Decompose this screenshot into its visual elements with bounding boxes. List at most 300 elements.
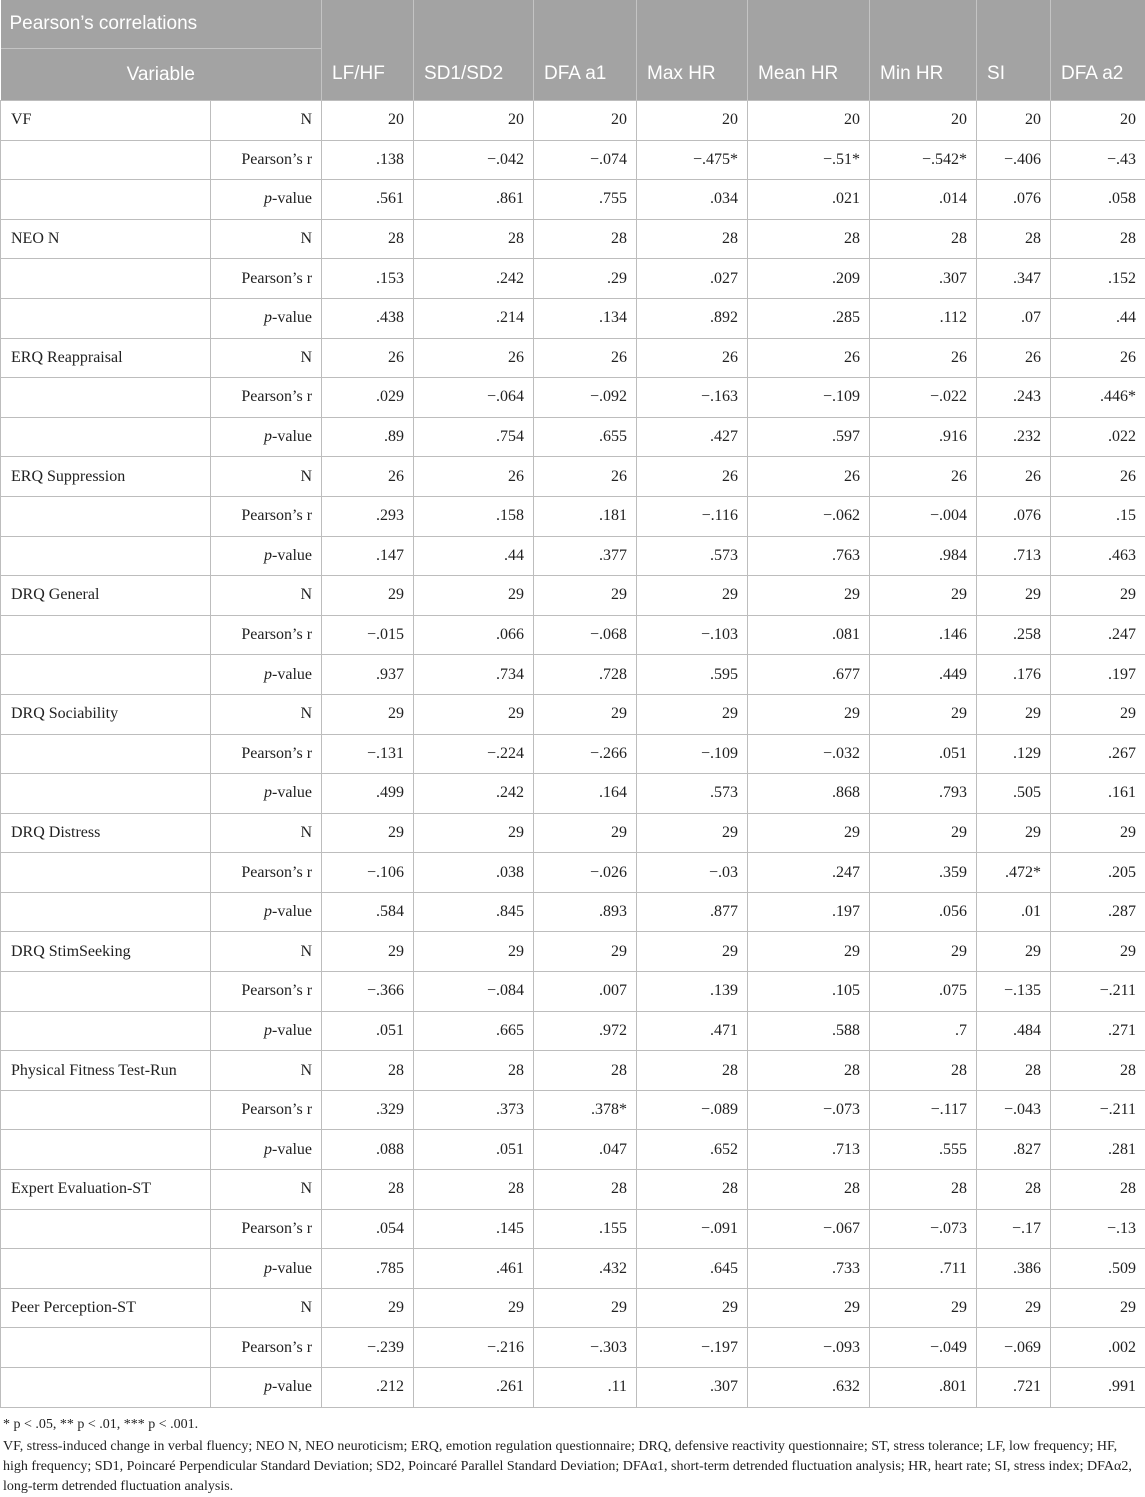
table-cell: .555 <box>870 1130 977 1170</box>
table-cell: .002 <box>1051 1328 1145 1368</box>
table-cell: 28 <box>1051 1170 1145 1210</box>
table-cell: .893 <box>534 892 637 932</box>
table-cell: 29 <box>977 576 1051 616</box>
table-cell: −.015 <box>322 615 414 655</box>
table-cell: .038 <box>414 853 534 893</box>
table-cell: 20 <box>534 101 637 141</box>
table-cell: .051 <box>870 734 977 774</box>
table-cell: .573 <box>637 774 748 814</box>
stat-label-p <box>211 1249 322 1289</box>
table-cell: 29 <box>1051 813 1145 853</box>
stat-label-p-suffix: -value <box>272 903 312 920</box>
table-cell: 28 <box>414 219 534 259</box>
table-cell: 26 <box>637 338 748 378</box>
stat-label-n: N <box>211 694 322 734</box>
table-cell: 26 <box>534 457 637 497</box>
table-cell: .801 <box>870 1368 977 1408</box>
table-row <box>1 774 1145 814</box>
variable-name-empty <box>1 892 211 932</box>
table-row <box>1 972 1145 1012</box>
variable-name-empty <box>1 259 211 299</box>
footnote-significance: * p < .05, ** p < .01, *** p < .001. <box>3 1415 1142 1435</box>
table-cell: 26 <box>977 338 1051 378</box>
table-cell: −.135 <box>977 972 1051 1012</box>
stat-label-p-suffix: -value <box>272 1141 312 1158</box>
table-cell: .07 <box>977 298 1051 338</box>
table-cell: −.13 <box>1051 1209 1145 1249</box>
variable-name-empty <box>1 417 211 457</box>
stat-label-n: N <box>211 813 322 853</box>
stat-label-n: N <box>211 457 322 497</box>
table-cell: 29 <box>748 576 870 616</box>
table-cell: 20 <box>748 101 870 141</box>
table-cell: 28 <box>534 219 637 259</box>
table-cell: 28 <box>322 1051 414 1091</box>
table-cell: −.03 <box>637 853 748 893</box>
table-cell: .112 <box>870 298 977 338</box>
table-cell: .051 <box>414 1130 534 1170</box>
table-cell: .197 <box>748 892 870 932</box>
table-cell: 29 <box>534 813 637 853</box>
stat-label-p-italic: p <box>264 190 272 207</box>
table-cell: .214 <box>414 298 534 338</box>
table-cell: .655 <box>534 417 637 457</box>
table-cell: 29 <box>534 694 637 734</box>
stat-label-p-italic: p <box>264 309 272 326</box>
table-cell: 28 <box>977 1051 1051 1091</box>
stat-label-p-suffix: -value <box>272 1022 312 1039</box>
table-cell: .209 <box>748 259 870 299</box>
column-header: DFA a1 <box>534 49 637 101</box>
stat-label-p <box>211 1368 322 1408</box>
table-cell: .242 <box>414 774 534 814</box>
table-cell: .158 <box>414 496 534 536</box>
table-cell: −.51* <box>748 140 870 180</box>
table-cell: −.004 <box>870 496 977 536</box>
table-cell: .11 <box>534 1368 637 1408</box>
table-row <box>1 734 1145 774</box>
table-cell: .892 <box>637 298 748 338</box>
stat-label-n: N <box>211 1051 322 1091</box>
table-cell: .733 <box>748 1249 870 1289</box>
table-cell: −.073 <box>870 1209 977 1249</box>
table-cell: 26 <box>414 338 534 378</box>
table-row <box>1 576 1145 616</box>
table-cell: −.106 <box>322 853 414 893</box>
column-header: DFA a2 <box>1051 49 1145 101</box>
table-cell: −.475* <box>637 140 748 180</box>
table-cell: 26 <box>1051 338 1145 378</box>
table-cell: .509 <box>1051 1249 1145 1289</box>
table-cell: 28 <box>414 1170 534 1210</box>
table-cell: 29 <box>977 932 1051 972</box>
table-cell: −.117 <box>870 1090 977 1130</box>
table-cell: −.542* <box>870 140 977 180</box>
table-cell: 26 <box>870 457 977 497</box>
table-row <box>1 813 1145 853</box>
table-cell: .075 <box>870 972 977 1012</box>
table-cell: .145 <box>414 1209 534 1249</box>
table-cell: .242 <box>414 259 534 299</box>
table-row <box>1 694 1145 734</box>
table-cell: 20 <box>1051 101 1145 141</box>
table-cell: .161 <box>1051 774 1145 814</box>
table-cell: 29 <box>322 813 414 853</box>
stat-label-p-italic: p <box>264 1260 272 1277</box>
table-cell: .763 <box>748 536 870 576</box>
variable-header: Variable <box>1 49 322 101</box>
variable-name-empty <box>1 298 211 338</box>
table-cell: 29 <box>870 932 977 972</box>
table-cell: .307 <box>870 259 977 299</box>
table-row <box>1 1011 1145 1051</box>
table-cell: −.089 <box>637 1090 748 1130</box>
table-row <box>1 496 1145 536</box>
table-cell: 28 <box>977 219 1051 259</box>
variable-name: NEO N <box>1 219 211 259</box>
table-cell: 28 <box>1051 1051 1145 1091</box>
table-cell: −.073 <box>748 1090 870 1130</box>
stat-label-r: Pearson’s r <box>211 378 322 418</box>
variable-name-empty <box>1 1130 211 1170</box>
variable-name-empty <box>1 774 211 814</box>
table-cell: 29 <box>748 932 870 972</box>
table-cell: −.067 <box>748 1209 870 1249</box>
stat-label-p-italic: p <box>264 1022 272 1039</box>
table-cell: 29 <box>1051 932 1145 972</box>
table-cell: 28 <box>748 1170 870 1210</box>
table-cell: −.17 <box>977 1209 1051 1249</box>
table-row <box>1 853 1145 893</box>
variable-name-empty <box>1 1090 211 1130</box>
table-cell: 28 <box>748 1051 870 1091</box>
table-cell: 29 <box>870 694 977 734</box>
stat-label-n: N <box>211 219 322 259</box>
table-cell: −.197 <box>637 1328 748 1368</box>
stat-label-r: Pearson’s r <box>211 496 322 536</box>
table-cell: 29 <box>748 1288 870 1328</box>
table-footnotes <box>0 1408 1145 1497</box>
variable-name-empty <box>1 536 211 576</box>
table-cell: .378* <box>534 1090 637 1130</box>
table-cell: −.163 <box>637 378 748 418</box>
table-row <box>1 1170 1145 1210</box>
table-cell: 28 <box>977 1170 1051 1210</box>
table-cell: .505 <box>977 774 1051 814</box>
table-cell: .785 <box>322 1249 414 1289</box>
column-header: Min HR <box>870 49 977 101</box>
table-cell: .44 <box>1051 298 1145 338</box>
table-row <box>1 338 1145 378</box>
table-cell: 28 <box>414 1051 534 1091</box>
variable-name: ERQ Reappraisal <box>1 338 211 378</box>
table-cell: .029 <box>322 378 414 418</box>
table-row <box>1 298 1145 338</box>
table-cell: .711 <box>870 1249 977 1289</box>
table-cell: −.216 <box>414 1328 534 1368</box>
table-cell: .054 <box>322 1209 414 1249</box>
table-row <box>1 1249 1145 1289</box>
stat-label-p <box>211 655 322 695</box>
table-row <box>1 180 1145 220</box>
table-cell: 29 <box>322 932 414 972</box>
table-cell: .285 <box>748 298 870 338</box>
table-cell: .164 <box>534 774 637 814</box>
table-cell: .205 <box>1051 853 1145 893</box>
table-cell: 28 <box>1051 219 1145 259</box>
table-row <box>1 140 1145 180</box>
table-cell: .677 <box>748 655 870 695</box>
stat-label-r: Pearson’s r <box>211 140 322 180</box>
table-cell: .051 <box>322 1011 414 1051</box>
stat-label-r: Pearson’s r <box>211 972 322 1012</box>
table-cell: .247 <box>748 853 870 893</box>
table-cell: .271 <box>1051 1011 1145 1051</box>
table-cell: .573 <box>637 536 748 576</box>
table-cell: .991 <box>1051 1368 1145 1408</box>
table-cell: −.303 <box>534 1328 637 1368</box>
table-cell: 26 <box>534 338 637 378</box>
table-cell: .29 <box>534 259 637 299</box>
stat-label-p-suffix: -value <box>272 666 312 683</box>
stat-label-p-suffix: -value <box>272 784 312 801</box>
table-cell: .461 <box>414 1249 534 1289</box>
table-cell: .267 <box>1051 734 1145 774</box>
table-cell: 29 <box>870 813 977 853</box>
table-cell: .153 <box>322 259 414 299</box>
table-cell: .463 <box>1051 536 1145 576</box>
table-cell: .665 <box>414 1011 534 1051</box>
table-row <box>1 1328 1145 1368</box>
table-cell: .438 <box>322 298 414 338</box>
stat-label-p <box>211 417 322 457</box>
table-cell: 20 <box>322 101 414 141</box>
table-cell: 29 <box>637 694 748 734</box>
table-cell: −.032 <box>748 734 870 774</box>
table-cell: .916 <box>870 417 977 457</box>
table-cell: −.406 <box>977 140 1051 180</box>
table-cell: 28 <box>322 1170 414 1210</box>
table-cell: −.084 <box>414 972 534 1012</box>
stat-label-p-italic: p <box>264 1378 272 1395</box>
stat-label-r: Pearson’s r <box>211 1328 322 1368</box>
table-cell: .972 <box>534 1011 637 1051</box>
table-cell: 28 <box>637 1051 748 1091</box>
variable-name-empty <box>1 615 211 655</box>
variable-name: DRQ Distress <box>1 813 211 853</box>
table-cell: −.042 <box>414 140 534 180</box>
table-cell: 29 <box>977 813 1051 853</box>
table-cell: .134 <box>534 298 637 338</box>
table-cell: 28 <box>870 1051 977 1091</box>
table-cell: .499 <box>322 774 414 814</box>
variable-name-empty <box>1 1249 211 1289</box>
stat-label-n: N <box>211 932 322 972</box>
table-cell: −.43 <box>1051 140 1145 180</box>
variable-name-empty <box>1 972 211 1012</box>
stat-label-p-suffix: -value <box>272 428 312 445</box>
column-header: LF/HF <box>322 49 414 101</box>
table-cell: 26 <box>1051 457 1145 497</box>
table-cell: 29 <box>414 1288 534 1328</box>
stat-label-n: N <box>211 1288 322 1328</box>
table-cell: .446* <box>1051 378 1145 418</box>
table-cell: .261 <box>414 1368 534 1408</box>
stat-label-p-italic: p <box>264 547 272 564</box>
table-cell: .89 <box>322 417 414 457</box>
table-cell: 28 <box>534 1051 637 1091</box>
table-cell: 29 <box>322 694 414 734</box>
table-cell: .652 <box>637 1130 748 1170</box>
table-cell: .984 <box>870 536 977 576</box>
table-cell: −.092 <box>534 378 637 418</box>
stat-label-r: Pearson’s r <box>211 853 322 893</box>
table-cell: −.224 <box>414 734 534 774</box>
stat-label-p-suffix: -value <box>272 547 312 564</box>
column-header: Mean HR <box>748 49 870 101</box>
table-row <box>1 615 1145 655</box>
table-cell: −.109 <box>637 734 748 774</box>
variable-name: ERQ Suppression <box>1 457 211 497</box>
table-cell: .754 <box>414 417 534 457</box>
table-cell: 29 <box>1051 1288 1145 1328</box>
table-cell: .728 <box>534 655 637 695</box>
variable-name-empty <box>1 180 211 220</box>
stat-label-r: Pearson’s r <box>211 615 322 655</box>
table-cell: 29 <box>1051 694 1145 734</box>
table-cell: .307 <box>637 1368 748 1408</box>
table-cell: 28 <box>637 219 748 259</box>
variable-name: Peer Perception-ST <box>1 1288 211 1328</box>
column-header: SI <box>977 49 1051 101</box>
table-cell: .721 <box>977 1368 1051 1408</box>
variable-name-empty <box>1 853 211 893</box>
table-cell: −.043 <box>977 1090 1051 1130</box>
table-cell: 29 <box>870 1288 977 1328</box>
table-cell: .022 <box>1051 417 1145 457</box>
table-cell: 28 <box>870 1170 977 1210</box>
stat-label-p <box>211 180 322 220</box>
stat-label-r: Pearson’s r <box>211 1209 322 1249</box>
stat-label-p-italic: p <box>264 903 272 920</box>
table-row <box>1 1130 1145 1170</box>
table-cell: .861 <box>414 180 534 220</box>
table-cell: 29 <box>637 576 748 616</box>
table-cell: .176 <box>977 655 1051 695</box>
table-cell: 26 <box>977 457 1051 497</box>
table-cell: .155 <box>534 1209 637 1249</box>
table-cell: −.211 <box>1051 972 1145 1012</box>
table-row <box>1 892 1145 932</box>
table-cell: −.074 <box>534 140 637 180</box>
table-cell: .147 <box>322 536 414 576</box>
table-cell: 26 <box>322 338 414 378</box>
variable-name-empty <box>1 140 211 180</box>
table-body <box>1 101 1145 1408</box>
table-cell: .561 <box>322 180 414 220</box>
table-cell: .597 <box>748 417 870 457</box>
stat-label-p-italic: p <box>264 666 272 683</box>
table-cell: −.049 <box>870 1328 977 1368</box>
table-cell: 29 <box>748 694 870 734</box>
table-cell: .373 <box>414 1090 534 1130</box>
variable-name-empty <box>1 1011 211 1051</box>
table-cell: .868 <box>748 774 870 814</box>
table-cell: 29 <box>870 576 977 616</box>
table-cell: .105 <box>748 972 870 1012</box>
column-header: Max HR <box>637 49 748 101</box>
table-cell: −.211 <box>1051 1090 1145 1130</box>
table-cell: .44 <box>414 536 534 576</box>
stat-label-n: N <box>211 101 322 141</box>
table-cell: 29 <box>637 932 748 972</box>
stat-label-n: N <box>211 338 322 378</box>
table-cell: .047 <box>534 1130 637 1170</box>
table-cell: .139 <box>637 972 748 1012</box>
table-row <box>1 1090 1145 1130</box>
table-cell: .014 <box>870 180 977 220</box>
table-cell: .076 <box>977 496 1051 536</box>
table-cell: .937 <box>322 655 414 695</box>
table-cell: −.131 <box>322 734 414 774</box>
stat-label-p <box>211 536 322 576</box>
table-cell: 28 <box>748 219 870 259</box>
table-cell: .076 <box>977 180 1051 220</box>
stat-label-p-suffix: -value <box>272 309 312 326</box>
table-cell: .021 <box>748 180 870 220</box>
table-cell: 29 <box>748 813 870 853</box>
stat-label-p-suffix: -value <box>272 1260 312 1277</box>
table-cell: .484 <box>977 1011 1051 1051</box>
table-cell: .066 <box>414 615 534 655</box>
table-cell: 28 <box>534 1170 637 1210</box>
table-cell: .181 <box>534 496 637 536</box>
table-cell: −.022 <box>870 378 977 418</box>
table-cell: 29 <box>322 1288 414 1328</box>
variable-name: Expert Evaluation-ST <box>1 1170 211 1210</box>
table-cell: .7 <box>870 1011 977 1051</box>
table-row <box>1 1368 1145 1408</box>
table-cell: 20 <box>637 101 748 141</box>
stat-label-p-italic: p <box>264 428 272 445</box>
table-cell: −.103 <box>637 615 748 655</box>
table-cell: .15 <box>1051 496 1145 536</box>
table-cell: 26 <box>414 457 534 497</box>
stat-label-p <box>211 1130 322 1170</box>
table-cell: 20 <box>870 101 977 141</box>
stat-label-n: N <box>211 576 322 616</box>
table-cell: 29 <box>414 813 534 853</box>
table-cell: .129 <box>977 734 1051 774</box>
variable-name-empty <box>1 378 211 418</box>
stat-label-p <box>211 298 322 338</box>
table-cell: .427 <box>637 417 748 457</box>
table-title: Pearson’s correlations <box>1 0 322 49</box>
table-cell: .146 <box>870 615 977 655</box>
table-cell: .088 <box>322 1130 414 1170</box>
table-cell: .471 <box>637 1011 748 1051</box>
table-cell: .827 <box>977 1130 1051 1170</box>
table-cell: −.069 <box>977 1328 1051 1368</box>
table-cell: 28 <box>322 219 414 259</box>
variable-name-empty <box>1 1368 211 1408</box>
table-row <box>1 378 1145 418</box>
stat-label-p <box>211 1011 322 1051</box>
table-cell: −.062 <box>748 496 870 536</box>
table-cell: .152 <box>1051 259 1145 299</box>
table-cell: .293 <box>322 496 414 536</box>
table-cell: 29 <box>414 576 534 616</box>
